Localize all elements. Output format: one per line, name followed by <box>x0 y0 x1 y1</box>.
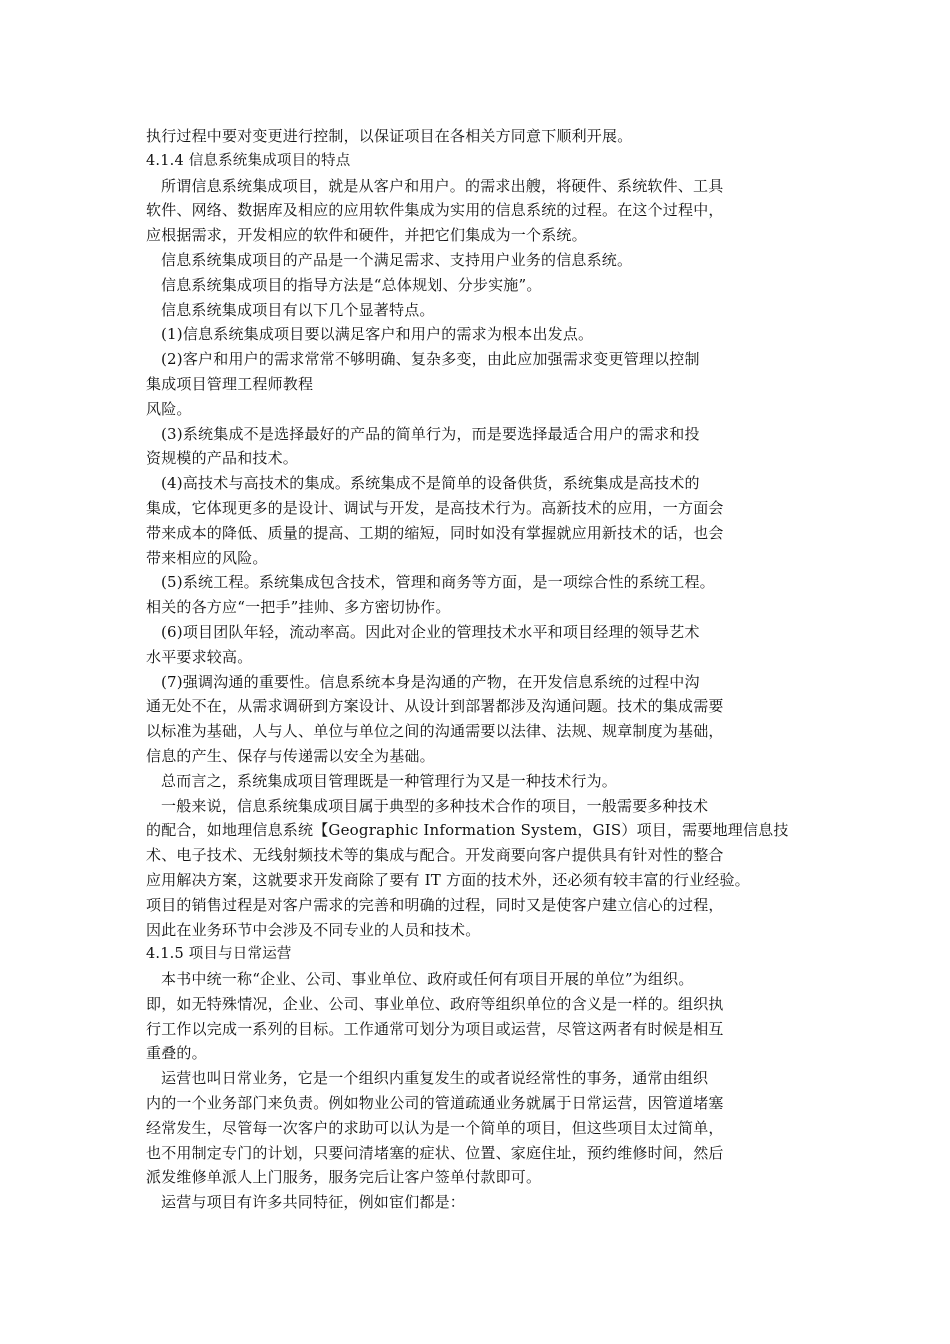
paragraph-first-line: 运营与项目有许多共同特征，例如宦们都是： <box>161 1193 466 1212</box>
text-line: 资规模的产品和技术。 <box>146 449 299 468</box>
text-line: 软件、网络、数据库及相应的应用软件集成为实用的信息系统的过程。在这个过程中， <box>146 201 724 220</box>
text-line: 风险。 <box>146 399 192 418</box>
text-line: 带来相应的风险。 <box>146 548 268 567</box>
paragraph-first-line: 信息系统集成项目的指导方法是“总体规划、分步实施”。 <box>161 275 542 294</box>
paragraph-first-line: (4)高技术与高技术的集成。系统集成不是简单的设备供货，系统集成是高技术的 <box>161 474 700 493</box>
text-line: 相关的各方应“一把手”挂帅、多方密切协作。 <box>146 598 451 617</box>
text-line: 项目的销售过程是对客户需求的完善和明确的过程，同时又是使客户建立信心的过程， <box>146 895 724 914</box>
text-line: 应用解决方案，这就要求开发商除了要有 IT 方面的技术外，还必须有较丰富的行业经验。 <box>146 870 750 889</box>
paragraph-first-line: 总而言之，系统集成项目管理既是一种管理行为又是一种技术行为。 <box>161 771 618 790</box>
text-line: 集成，它体现更多的是设计、调试与开发，是高技术行为。高新技术的应用，一方面会 <box>146 498 724 517</box>
text-line: 即，如无特殊情况，企业、公司、事业单位、政府等组织单位的含义是一样的。组织执 <box>146 994 724 1013</box>
paragraph-first-line: 信息系统集成项目有以下几个显著特点。 <box>161 300 435 319</box>
paragraph-first-line: (5)系统工程。系统集成包含技术，管理和商务等方面，是一项综合性的系统工程。 <box>161 573 715 592</box>
text-line: 带来成本的降低、质量的提高、工期的缩短，同时如没有掌握就应用新技术的话，也会 <box>146 523 724 542</box>
text-line: 通无处不在，从需求调研到方案设计、从设计到部署都涉及沟通问题。技术的集成需要 <box>146 697 724 716</box>
paragraph-first-line: 所谓信息系统集成项目，就是从客户和用户。的需求出艘，将硬件、系统软件、工具 <box>161 176 724 195</box>
paragraph-first-line: 信息系统集成项目的产品是一个满足需求、支持用户业务的信息系统。 <box>161 250 633 269</box>
text-line: 应根据需求，开发相应的软件和硬件，并把它们集成为一个系统。 <box>146 226 587 245</box>
text-line: 集成项目管理工程师教程 <box>146 374 314 393</box>
paragraph-first-line: (2)客户和用户的需求常常不够明确、复杂多变，由此应加强需求变更管理以控制 <box>161 350 700 369</box>
text-line: 派发维修单派人上门服务，服务完后让客户签单付款即可。 <box>146 1168 542 1187</box>
section-heading: 4.1.4 信息系统集成项目的特点 <box>146 152 351 169</box>
text-line: 因此在业务环节中会涉及不同专业的人员和技术。 <box>146 920 481 939</box>
text-line: 以标准为基础，人与人、单位与单位之间的沟通需要以法律、法规、规章制度为基础， <box>146 722 724 741</box>
paragraph-first-line: (6)项目团队年轻，流动率高。因此对企业的管理技术水平和项目经理的领导艺术 <box>161 622 700 641</box>
paragraph-first-line: (3)系统集成不是选择最好的产品的简单行为，而是要选择最适合用户的需求和投 <box>161 424 700 443</box>
paragraph-first-line: (7)强调沟通的重要性。信息系统本身是沟通的产物，在开发信息系统的过程中沟 <box>161 672 700 691</box>
text-line: 经常发生，尽管每一次客户的求助可以认为是一个简单的项目，但这些项目太过简单， <box>146 1118 724 1137</box>
text-line: 重叠的。 <box>146 1044 207 1063</box>
text-line: 执行过程中要对变更进行控制，以保证项目在各相关方同意下顺利开展。 <box>146 127 633 145</box>
paragraph-first-line: 本书中统一称“企业、公司、事业单位、政府或任何有项目开展的单位”为组织。 <box>161 970 694 989</box>
text-line: 术、电子技术、无线射频技术等的集成与配合。开发商要向客户提供具有针对性的整合 <box>146 846 724 865</box>
paragraph-first-line: 一般来说，信息系统集成项目属于典型的多种技术合作的项目，一般需要多种技术 <box>161 796 709 815</box>
paragraph-first-line: 运营也叫日常业务，它是一个组织内重复发生的或者说经常性的事务，通常由组织 <box>161 1069 709 1088</box>
paragraph-first-line: (1)信息系统集成项目要以满足客户和用户的需求为根本出发点。 <box>161 325 594 344</box>
text-line: 的配合，如地理信息系统【Geographic Information System，GIS）项目，需要地理信息技 <box>146 821 789 840</box>
text-line: 也不用制定专门的计划，只要问清堵塞的症状、位置、家庭住址，预约维修时间，然后 <box>146 1143 724 1162</box>
text-line: 内的一个业务部门来负责。例如物业公司的管道疏通业务就属于日常运营，因管道堵塞 <box>146 1094 724 1113</box>
text-line: 信息的产生、保存与传递需以安全为基础。 <box>146 746 435 765</box>
text-line: 水平要求较高。 <box>146 647 253 666</box>
text-line: 行工作以完成一系列的目标。工作通常可划分为项目或运营，尽管这两者有时候是相互 <box>146 1019 724 1038</box>
document-body <box>146 124 806 1215</box>
section-heading: 4.1.5 项目与日常运营 <box>146 946 292 963</box>
